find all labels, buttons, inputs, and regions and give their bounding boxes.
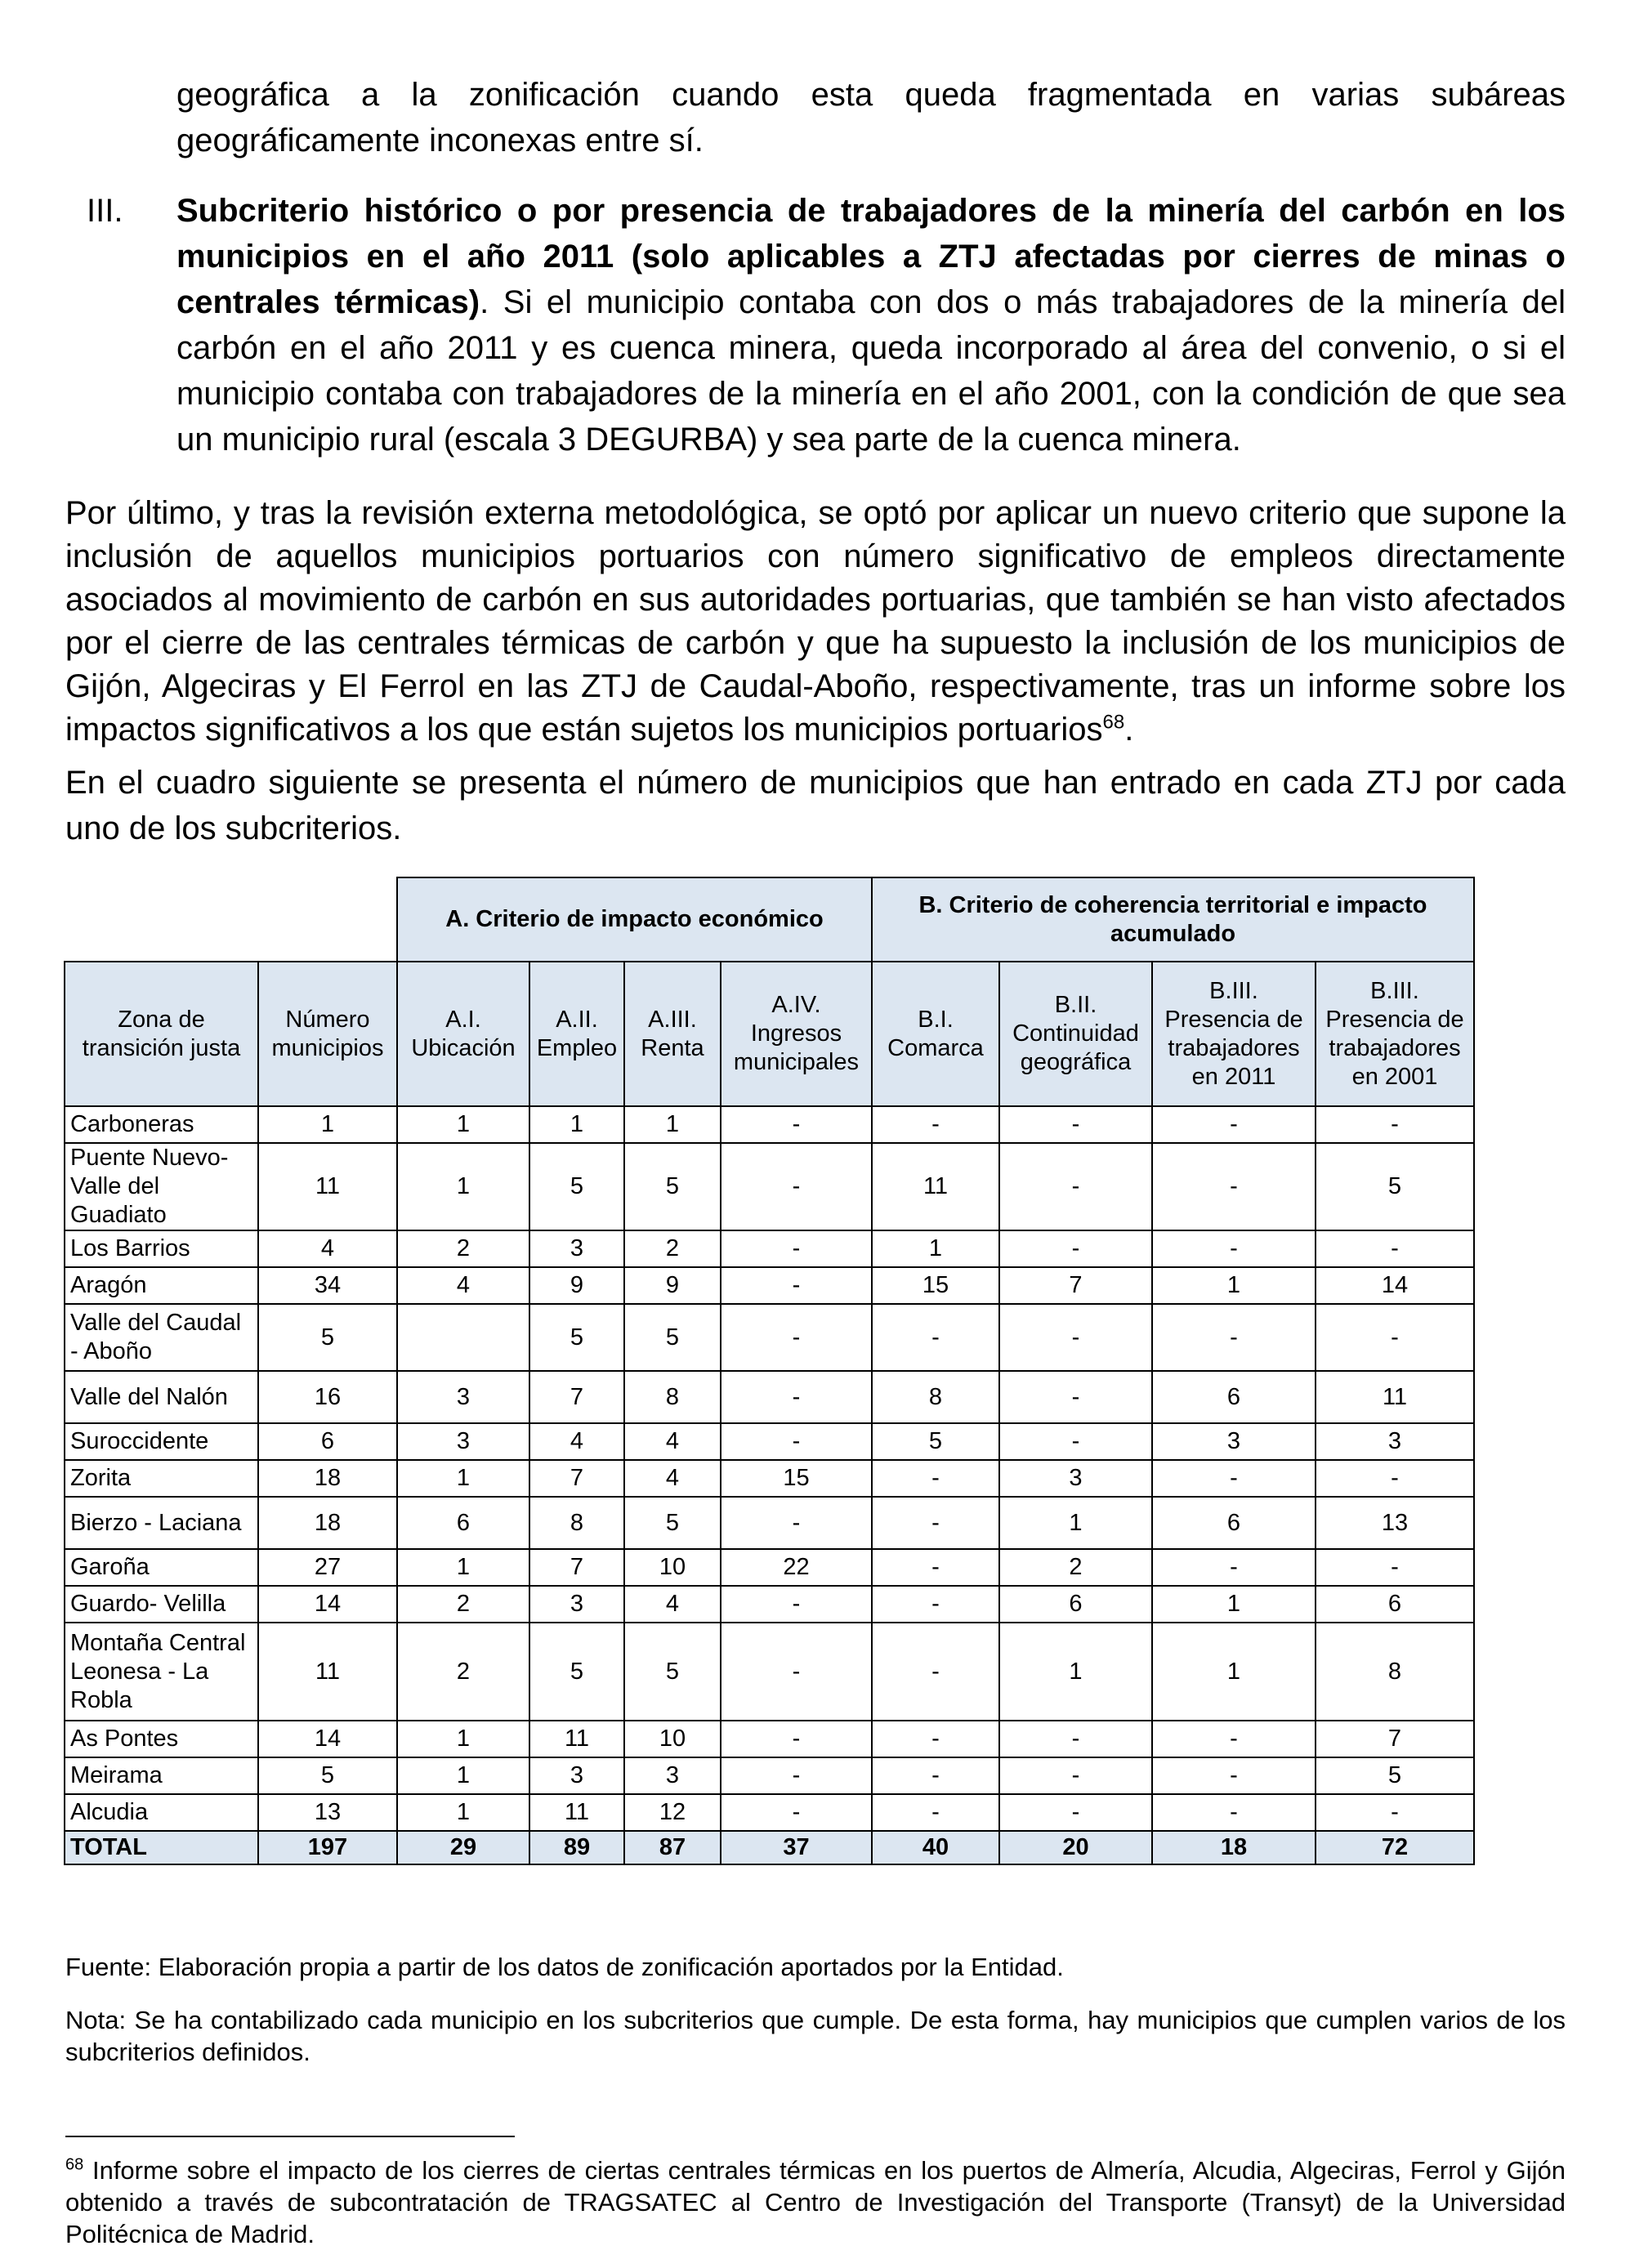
table-cell: - [999,1757,1152,1794]
table-cell: 15 [872,1267,999,1304]
table-cell: 14 [258,1586,397,1623]
table-cell: 4 [529,1423,624,1460]
table-cell: 10 [624,1549,721,1586]
total-cell: 18 [1152,1831,1316,1864]
table-row [65,1794,1474,1831]
table-note: Nota: Se ha contabilizado cada municipio en los subcriterios que cumple. De esta forma, hay municipios que cumplen varios de los subcriterios definidos. [65,2006,1566,2066]
column-header: B.III. Presencia de trabajadores en 2001 [1316,962,1474,1106]
column-header: A.I. Ubicación [397,962,529,1106]
column-header: B.II. Continuidad geográfica [999,962,1152,1106]
table-cell: 1 [397,1143,529,1230]
table-body [65,1106,1474,1864]
table-cell: 4 [624,1423,721,1460]
table-cell: - [872,1497,999,1549]
table-cell: 5 [624,1143,721,1230]
table-cell: 6 [1316,1586,1474,1623]
group-header-b: B. Criterio de coherencia territorial e impacto acumulado [872,877,1474,962]
footnote-ref[interactable]: 68 [1102,711,1125,734]
zone-name-cell: Carboneras [65,1106,258,1143]
table-cell: 7 [529,1371,624,1423]
table-cell: - [872,1794,999,1831]
total-cell: 72 [1316,1831,1474,1864]
table-cell: 1 [872,1230,999,1267]
table-cell: 13 [258,1794,397,1831]
table-cell: - [1152,1304,1316,1371]
table-cell: 4 [624,1586,721,1623]
table-cell: 2 [624,1230,721,1267]
table-cell: 1 [397,1106,529,1143]
table-cell: 11 [872,1143,999,1230]
table-cell: 6 [1152,1371,1316,1423]
table-cell: 3 [397,1371,529,1423]
table-cell: 1 [999,1497,1152,1549]
table-cell: - [872,1586,999,1623]
table-cell: 5 [624,1623,721,1721]
table-cell: 5 [529,1623,624,1721]
table-row [65,1721,1474,1757]
table-cell: 1 [397,1794,529,1831]
continuation-paragraph: geográfica a la zonificación cuando esta queda fragmentada en varias subáreas geográficamente inconexas entre sí. [176,77,1566,158]
table-cell: - [1152,1721,1316,1757]
table-cell: 11 [1316,1371,1474,1423]
table-cell: 6 [1152,1497,1316,1549]
table-cell: - [872,1757,999,1794]
table-cell: 5 [1316,1143,1474,1230]
table-cell: - [872,1721,999,1757]
table-cell: 11 [529,1794,624,1831]
table-cell: 7 [1316,1721,1474,1757]
table-cell: 1 [397,1549,529,1586]
table-cell: - [721,1721,872,1757]
table-row [65,1460,1474,1497]
table-cell: 3 [397,1423,529,1460]
table-cell: 1 [1152,1623,1316,1721]
table-row [65,1304,1474,1371]
total-cell: 29 [397,1831,529,1864]
table-cell: - [721,1757,872,1794]
zone-name-cell: Los Barrios [65,1230,258,1267]
table-cell: 14 [258,1721,397,1757]
table-cell: - [1152,1230,1316,1267]
table-cell: - [999,1371,1152,1423]
table-cell: 12 [624,1794,721,1831]
table-header-row [65,962,1474,1106]
table-row [65,1106,1474,1143]
table-cell: - [721,1304,872,1371]
list-numeral: III. [87,193,123,229]
zone-name-cell: Puente Nuevo-Valle del Guadiato [65,1143,258,1230]
table-cell: 15 [721,1460,872,1497]
table-cell: 5 [258,1757,397,1794]
table-cell: - [872,1106,999,1143]
table-cell: 8 [872,1371,999,1423]
table-cell: 1 [1152,1267,1316,1304]
group-header-a: A. Criterio de impacto económico [397,877,872,962]
table-row [65,1549,1474,1586]
table-cell: - [721,1423,872,1460]
zone-name-cell: Bierzo - Laciana [65,1497,258,1549]
total-cell: 20 [999,1831,1152,1864]
column-header: B.III. Presencia de trabajadores en 2011 [1152,962,1316,1106]
table-cell: - [1152,1106,1316,1143]
table-row [65,1623,1474,1721]
table-cell: - [872,1460,999,1497]
table-cell: 1 [397,1460,529,1497]
zone-name-cell: Garoña [65,1549,258,1586]
table-cell: - [721,1497,872,1549]
table-cell: 18 [258,1497,397,1549]
paragraph-port-municipalities [65,492,1566,752]
list-item-text [176,188,1566,462]
subcriterion-title: Subcriterio histórico o por presencia de trabajadores de la minería del carbón en los municipios en el año 2011 (solo aplicables a ZTJ afectadas por cierres de minas o centrales térmicas) [176,193,1566,320]
table-row [65,1586,1474,1623]
table-cell: 7 [999,1267,1152,1304]
table-cell: 11 [258,1143,397,1230]
footnote-divider [65,2136,515,2137]
table-cell: 34 [258,1267,397,1304]
table-cell: - [999,1794,1152,1831]
table-cell: - [1316,1304,1474,1371]
table-cell: 8 [1316,1623,1474,1721]
table-total-row [65,1831,1474,1864]
paragraph-table-intro: En el cuadro siguiente se presenta el número de municipios que han entrado en cada ZTJ por cada uno de los subcriterios. [65,765,1566,846]
paragraph-end: . [1124,712,1134,748]
zone-name-cell: As Pontes [65,1721,258,1757]
table-cell: 1 [999,1623,1152,1721]
table-cell: 2 [397,1623,529,1721]
table-cell: 1 [258,1106,397,1143]
table-cell: - [1316,1106,1474,1143]
table-row [65,1230,1474,1267]
column-header: Número municipios [258,962,397,1106]
table-cell: 11 [529,1721,624,1757]
total-label: TOTAL [65,1831,258,1864]
table-row [65,1497,1474,1549]
table-cell: 3 [529,1230,624,1267]
table-cell: - [721,1143,872,1230]
table-cell: 5 [872,1423,999,1460]
footnote-number: 68 [65,2155,84,2174]
paragraph-port-text: Por último, y tras la revisión externa metodológica, se optó por aplicar un nuevo criterio que supone la inclusión de aquellos municipios portuarios con número significativo de empleos directamente asociados al movimiento de carbón en sus autoridades portuarias, que también se han visto afectados por el cierre de las centrales térmicas de carbón y que ha supuesto la inclusión de los municipios de Gijón, Algeciras y El Ferrol en las ZTJ de Caudal-Aboño, respectivamente, tras un informe sobre los impactos significativos a los que están sujetos los municipios portuarios [65,495,1566,748]
table-row [65,1757,1474,1794]
table-cell: 5 [1316,1757,1474,1794]
table-cell: 3 [529,1586,624,1623]
table-cell: - [1316,1460,1474,1497]
table-cell: 5 [624,1304,721,1371]
table-source: Fuente: Elaboración propia a partir de los datos de zonificación aportados por la Entidad. [65,1953,1064,1981]
table-cell: - [721,1371,872,1423]
total-cell: 37 [721,1831,872,1864]
zone-name-cell: Aragón [65,1267,258,1304]
table-cell: 6 [258,1423,397,1460]
column-header: A.III. Renta [624,962,721,1106]
table-cell: 2 [397,1230,529,1267]
table-row [65,1423,1474,1460]
subcriterion-description: . Si el municipio contaba con dos o más trabajadores de la minería del carbón en el año 2011 y es cuenca minera, queda incorporado al área del convenio, o si el municipio contaba con trabajadores de la minería en el año 2001, con la condición de que sea un municipio rural (escala 3 DEGURBA) y sea parte de la cuenca minera. [176,284,1566,458]
table-cell: - [1152,1757,1316,1794]
table-cell: 5 [258,1304,397,1371]
footnote [65,2154,1566,2250]
table-cell: - [872,1549,999,1586]
zone-name-cell: Zorita [65,1460,258,1497]
table-cell: 3 [1152,1423,1316,1460]
table-cell: - [999,1721,1152,1757]
column-header: A.II. Empleo [529,962,624,1106]
table-cell: - [872,1304,999,1371]
table-cell: - [872,1623,999,1721]
table-cell: 16 [258,1371,397,1423]
zone-name-cell: Suroccidente [65,1423,258,1460]
table-cell: - [999,1304,1152,1371]
table-cell: 5 [529,1143,624,1230]
table-cell: 4 [258,1230,397,1267]
table-cell: 8 [624,1371,721,1423]
table-cell: - [999,1230,1152,1267]
zone-name-cell: Valle del Nalón [65,1371,258,1423]
table-cell: 10 [624,1721,721,1757]
table-cell: 7 [529,1549,624,1586]
table-cell: - [721,1230,872,1267]
table-corner [65,877,397,962]
table-cell: - [721,1106,872,1143]
table-cell: 18 [258,1460,397,1497]
table-cell: 5 [529,1304,624,1371]
table-cell: - [721,1267,872,1304]
table-cell: - [1316,1230,1474,1267]
table-row [65,1143,1474,1230]
table-cell: 4 [624,1460,721,1497]
table-cell: 3 [529,1757,624,1794]
table-cell: - [721,1794,872,1831]
zone-name-cell: Valle del Caudal - Aboño [65,1304,258,1371]
zone-name-cell: Alcudia [65,1794,258,1831]
table-group-header-row [65,877,1474,962]
table-cell: 6 [999,1586,1152,1623]
table-cell: - [999,1143,1152,1230]
table-cell: 1 [397,1721,529,1757]
total-cell: 87 [624,1831,721,1864]
table-cell: - [721,1623,872,1721]
table-cell: 27 [258,1549,397,1586]
zone-name-cell: Meirama [65,1757,258,1794]
table-cell: - [999,1423,1152,1460]
column-header: A.IV. Ingresos municipales [721,962,872,1106]
table-cell: 9 [529,1267,624,1304]
table-cell: - [1316,1549,1474,1586]
zone-name-cell: Montaña Central Leonesa - La Robla [65,1623,258,1721]
table-cell: - [1152,1460,1316,1497]
column-header: B.I. Comarca [872,962,999,1106]
column-header: Zona de transición justa [65,962,258,1106]
table-cell: 7 [529,1460,624,1497]
table-cell: 22 [721,1549,872,1586]
table-cell: 1 [397,1757,529,1794]
table-cell: - [999,1106,1152,1143]
table-cell: 11 [258,1623,397,1721]
table-cell: 14 [1316,1267,1474,1304]
footnote-text: Informe sobre el impacto de los cierres de ciertas centrales térmicas en los puertos de Almería, Alcudia, Algeciras, Ferrol y Gijón obtenido a través de subcontratación de TRAGSATEC al Centro de Investigación del Transporte (Transyt) de la Universidad Politécnica de Madrid. [65,2156,1566,2248]
table-cell: 3 [624,1757,721,1794]
total-cell: 40 [872,1831,999,1864]
table-cell: 5 [624,1497,721,1549]
table-cell: 6 [397,1497,529,1549]
table-cell: 8 [529,1497,624,1549]
total-cell: 89 [529,1831,624,1864]
table-cell: 3 [999,1460,1152,1497]
table-cell: 1 [1152,1586,1316,1623]
table-cell: 1 [529,1106,624,1143]
table-cell: 13 [1316,1497,1474,1549]
table-cell: - [721,1586,872,1623]
table-cell: 9 [624,1267,721,1304]
table-cell: - [1152,1549,1316,1586]
table-cell: 2 [999,1549,1152,1586]
subcriteria-table [64,877,1475,1865]
table-row [65,1371,1474,1423]
table-cell: - [1152,1143,1316,1230]
table-cell: 2 [397,1586,529,1623]
table-cell: 3 [1316,1423,1474,1460]
table-cell: - [1316,1794,1474,1831]
table-row [65,1267,1474,1304]
table-cell: - [1152,1794,1316,1831]
zone-name-cell: Guardo- Velilla [65,1586,258,1623]
total-cell: 197 [258,1831,397,1864]
table-cell: 4 [397,1267,529,1304]
table-cell [397,1304,529,1371]
table-cell: 1 [624,1106,721,1143]
